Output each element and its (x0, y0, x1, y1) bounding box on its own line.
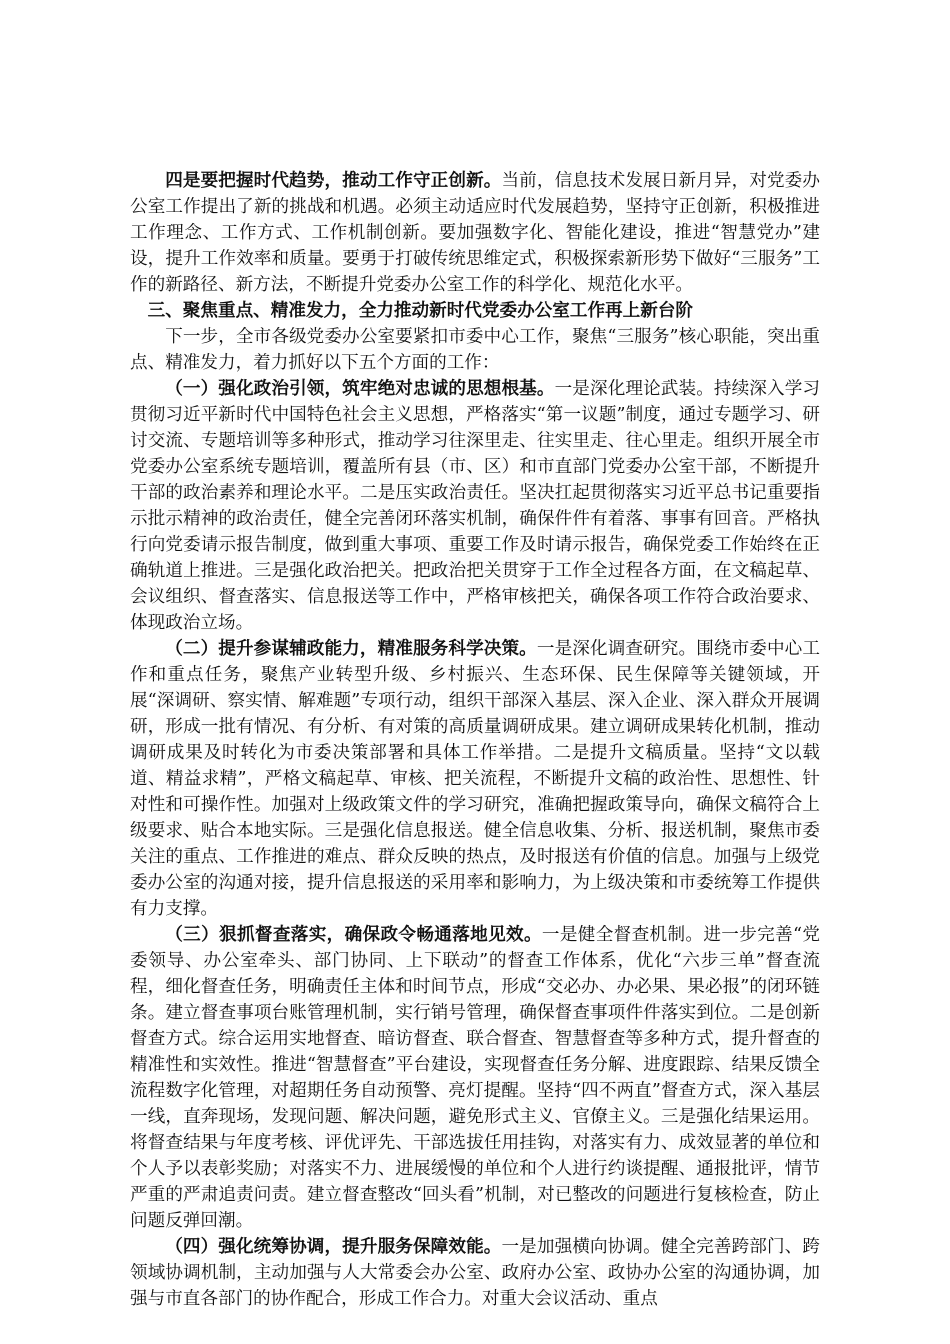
document-page (130, 168, 820, 1312)
paragraph-text: 一是深化理论武装。持续深入学习贯彻习近平新时代中国特色社会主义思想，严格落实“第一议题”制度，通过专题学习、研讨交流、专题培训等多种形式，推动学习往深里走、往实里走、往心里走。组织开展全市党委办公室系统专题培训，覆盖所有县（市、区）和市直部门党委办公室干部，不断提升干部的政治素养和理论水平。二是压实政治责任。坚决扛起贯彻落实习近平总书记重要指示批示精神的政治责任，健全完善闭环落实机制，确保件件有着落、事事有回音。严格执行向党委请示报告制度，做到重大事项、重要工作及时请示报告，确保党委工作始终在正确轨道上推进。三是强化政治把关。把政治把关贯穿于工作全过程各方面，在文稿起草、会议组织、督查落实、信息报送等工作中，严格审核把关，确保各项工作符合政治要求、体现政治立场。 (130, 379, 820, 633)
paragraph-text: 一是深化调查研究。围绕市委中心工作和重点任务，聚焦产业转型升级、乡村振兴、生态环保、民生保障等关键领域，开展“深调研、察实情、解难题”专项行动，组织干部深入基层、深入企业、深入群众开展调研，形成一批有情况、有分析、有对策的高质量调研成果。建立调研成果转化机制，推动调研成果及时转化为市委决策部署和具体工作举措。二是提升文稿质量。坚持“文以载道、精益求精”，严格文稿起草、审核、把关流程，不断提升文稿的政治性、思想性、针对性和可操作性。加强对上级政策文件的学习研究，准确把握政策导向，确保文稿符合上级要求、贴合本地实际。三是强化信息报送。健全信息收集、分析、报送机制，聚焦市委关注的重点、工作推进的难点、群众反映的热点，及时报送有价值的信息。加强与上级党委办公室的沟通对接，提升信息报送的采用率和影响力，为上级决策和市委统筹工作提供有力支撑。 (130, 639, 820, 919)
paragraph-supervision (130, 922, 820, 1234)
paragraph-lead: （三）狠抓督查落实，确保政令畅通落地见效。 (165, 924, 542, 945)
paragraph-lead: （一）强化政治引领，筑牢绝对忠诚的思想根基。 (165, 378, 555, 399)
paragraph-innovation (130, 168, 820, 298)
paragraph-intro (130, 324, 820, 376)
paragraph-lead: （四）强化统筹协调，提升服务保障效能。 (165, 1236, 502, 1257)
paragraph-text: 一是健全督查机制。进一步完善“党委领导、办公室牵头、部门协同、上下联动”的督查工作体系，优化“六步三单”督查流程，细化督查任务，明确责任主体和时间节点，形成“交必办、办必果、果必报”的闭环链条。建立督查事项台账管理机制，实行销号管理，确保督查事项件件落实到位。二是创新督查方式。综合运用实地督查、暗访督查、联合督查、智慧督查等多种方式，提升督查的精准性和实效性。推进“智慧督查”平台建设，实现督查任务分解、进度跟踪、结果反馈全流程数字化管理，对超期任务自动预警、亮灯提醒。坚持“四不两直”督查方式，深入基层一线，直奔现场，发现问题、解决问题，避免形式主义、官僚主义。三是强化结果运用。将督查结果与年度考核、评优评先、干部选拔任用挂钩，对落实有力、成效显著的单位和个人予以表彰奖励；对落实不力、进展缓慢的单位和个人进行约谈提醒、通报批评，情节严重的严肃追责问责。建立督查整改“回头看”机制，对已整改的问题进行复核检查，防止问题反弹回潮。 (130, 925, 820, 1231)
paragraph-lead: （二）提升参谋辅政能力，精准服务科学决策。 (165, 638, 537, 659)
paragraph-lead: 四是要把握时代趋势，推动工作守正创新。 (165, 170, 502, 191)
section-heading: 三、聚焦重点、精准发力，全力推动新时代党委办公室工作再上新台阶 (147, 300, 694, 321)
paragraph-political-guidance (130, 376, 820, 636)
paragraph-text: 一是加强横向协调。健全完善跨部门、跨领域协调机制，主动加强与人大常委会办公室、政府办公室、政协办公室的沟通协调，加强与市直各部门的协作配合，形成工作合力。对重大会议活动、重点 (130, 1237, 820, 1309)
paragraph-coordination (130, 1234, 820, 1312)
paragraph-advisory (130, 636, 820, 922)
paragraph-text: 下一步，全市各级党委办公室要紧扣市委中心工作，聚焦“三服务”核心职能，突出重点、精准发力，着力抓好以下五个方面的工作： (130, 327, 820, 373)
paragraph-text: 当前，信息技术发展日新月异，对党委办公室工作提出了新的挑战和机遇。必须主动适应时代发展趋势，坚持守正创新，积极推进工作理念、工作方式、工作机制创新。要加强数字化、智能化建设，推进“智慧党办”建设，提升工作效率和质量。要勇于打破传统思维定式，积极探索新形势下做好“三服务”工作的新路径、新方法，不断提升党委办公室工作的科学化、规范化水平。 (130, 171, 820, 295)
